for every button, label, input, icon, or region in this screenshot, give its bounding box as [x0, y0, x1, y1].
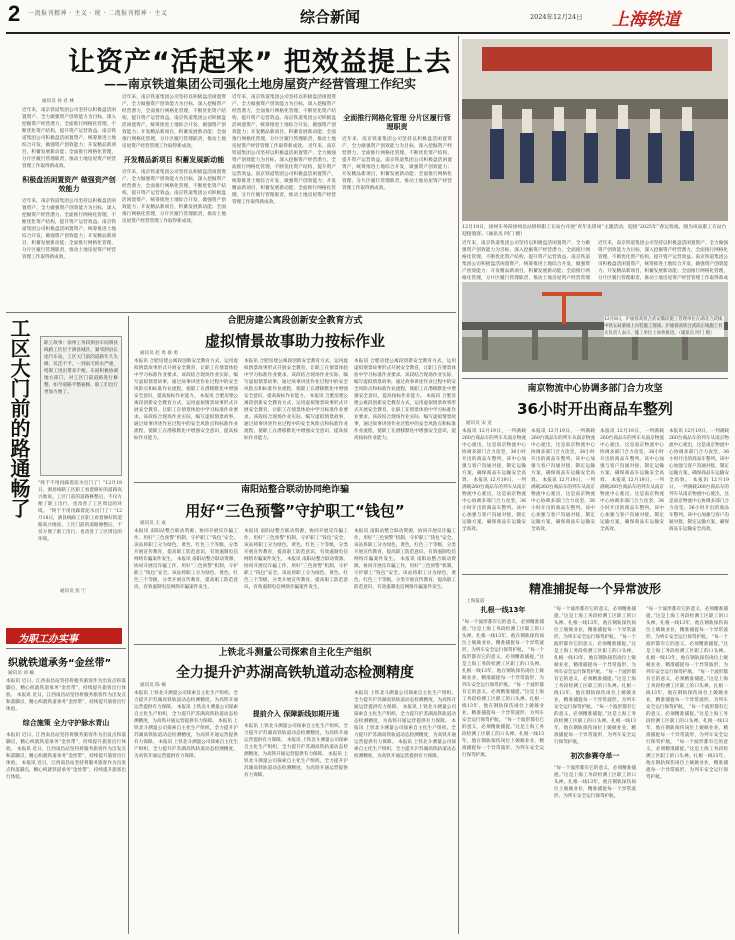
lead-byline: 通讯员 孙 君 林: [42, 99, 74, 104]
nanyang-body-col-3: 本报讯 南阳站整合联动资源，协同开展反诈骗工作，用好“三色预警”机制，守护职工“钱包”安全。该站将职工分为绿色、黄色、红色三个等级，分类开展宣传教育，提高职工防范意识，有效遏制电信网络诈骗案件发生。 本报讯 南阳站整合联动资源，协同开展反诈骗工作，用好“三色预警”机制，守护职工“钱包”安全。该站将职工分为绿色、黄色、红色三个等级，分类开展宣传教育，提高职工防范意识，有效遏制电信网络诈骗案件发生。: [354, 529, 456, 590]
hefei-body-col-2: 本报讯 合肥房建公寓段创新安全教育方式，运用虚拟情景故事形式开展安全教育，让职工在情景体验中学习标准作业要求。该段结合现场作业实际，编写虚拟情景故事，通过故事讲述作业过程中的安全风险点和标准作业流程，使职工在潜移默化中增强安全意识，提高按标作业能力。 本报讯 合肥房建公寓段创新安全教育方式，运用虚拟情景故事形式开展安全教育，让职工在情景体验中学习标准作业要求。该段结合现场作业实际，编写虚拟情景故事，通过故事讲述作业过程中的安全风险点和标准作业流程，使职工在潜移默化中增强安全意识，提高按标作业能力。: [244, 359, 348, 441]
jiangxi-headline: 织就铁道承务“金丝带”: [8, 658, 112, 669]
inspector-body-col-3: “每一个波形都有它的意义，必须精准捕捉。”这是上海工务段检测工区职工的口头禅。扎根一线13年，他在钢轨探伤岗位上兢兢业业，精准捕捉每一个异常波形，为列车安全运行保驾护航。 “每一个波形都有它的意义，必须精准捕捉。”这是上海工务段检测工区职工的口头禅。扎根一线13年，他在钢轨探伤岗位上兢兢业业，精准捕捉每一个异常波形，为列车安全运行保驾护航。 “每一个波形都有它的意义，必须精准捕捉。”这是上海工务段检测工区职工的口头禅。扎根一线13年，他在钢轨探伤岗位上兢兢业业，精准捕捉每一个异常波形，为列车安全运行保驾护航。 “每一个波形都有它的意义，必须精准捕捉。”这是上海工务段检测工区职工的口头禅。扎根一线13年，他在钢轨探伤岗位上兢兢业业，精准捕捉每一个异常波形，为列车安全运行保驾护航。 “每一个波形都有它的意义，必须精准捕捉。”这是上海工务段检测工区职工的口头禅。扎根一线13年，他在钢轨探伤岗位上兢兢业业，精准捕捉每一个异常波形，为列车安全运行保驾护航。: [646, 607, 728, 780]
hefei-byline: 通讯员 赵 勇 蔡 勇: [140, 351, 178, 356]
sidebar-body: “终于不用再踩着泥水出门了！”12月18日，泗县线路工区职工看着修好的道路高兴地说。工区门前的道路修整后，不仅方便了职工出行，也改善了工区周边的环境。 “终于不用再踩着泥水出门了！”12月18日，泗县线路工区职工看着修好的道路高兴地说。工区门前的道路修整后，不仅方便了职工出行，也改善了工区周边的环境。: [38, 481, 122, 542]
nanyang-kicker: 南阳站整合联动协同绝诈骗: [240, 485, 349, 495]
paper-name: 上海铁道: [612, 10, 680, 30]
photo-caption-2: 12月8日，沪渝蓉高铁合武安徽段施工管理单位在湖北合武线中铁五局梁场上吊装施工现场。沪渝蓉高铁合武段正线施工有关负责人表示，施工单位上加快推进。（通讯员 阿门 摄）: [604, 317, 723, 336]
shanghai-headline: 全力提升沪苏湖高铁轨道动态检测精度: [176, 665, 414, 681]
lead-headline: 让资产“活起来” 把效益提上去: [68, 47, 452, 78]
inspector-subhead-1: 扎根一线13年: [480, 606, 526, 614]
divider-nanyang: [134, 644, 456, 645]
hefei-body-col-3: 本报讯 合肥房建公寓段创新安全教育方式，运用虚拟情景故事形式开展安全教育，让职工在情景体验中学习标准作业要求。该段结合现场作业实际，编写虚拟情景故事，通过故事讲述作业过程中的安全风险点和标准作业流程，使职工在潜移默化中增强安全意识，提高按标作业能力。 本报讯 合肥房建公寓段创新安全教育方式，运用虚拟情景故事形式开展安全教育，让职工在情景体验中学习标准作业要求。该段结合现场作业实际，编写虚拟情景故事，通过故事讲述作业过程中的安全风险点和标准作业流程，使职工在潜移默化中增强安全意识，提高按标作业能力。: [354, 359, 456, 441]
lead-subhead-3: 全面推行网格化管理 分片区履行管理职责: [343, 114, 451, 131]
lead-body-col-1: 近年来，南京铁道集团公司坚持以积极盘活闲置资产、全力做强资产创效能力为目标，深入挖掘资产经营潜力，全面推行网格化管理，不断优化资产结构，提升资产运营效益。南京铁道集团公司积极盘活闲置资产，统筹推进土地综合开发，做强资产创效能力；开发精品新项目，积蓄发展新动能；全面推行网格化管理，分片区履行管理职责，推动土地房屋资产经营管理工作取得新成效。 积极盘活闲置资产 做强资产创效能力 近年来，南京铁道集团公司坚持以积极盘活闲置资产、全力做强资产创效能力为目标，深入挖掘资产经营潜力，全面推行网格化管理，不断优化资产结构，提升资产运营效益。南京铁道集团公司积极盘活闲置资产，统筹推进土地综合开发，做强资产创效能力；开发精品新项目，积蓄发展新动能；全面推行网格化管理，分片区履行管理职责，推动土地房屋资产经营管理工作取得新成效。: [22, 108, 116, 260]
logistics-headline: 36小时开出商品车整列: [517, 400, 673, 418]
photo-caption-1: 12月19日，徐州车务段徐州北站组织职工在站台开展“青年先锋岗”主题活动，迎接“2025年”春运客流。图为该站职工在站台迎接旅客。（通讯员 阿门 摄）: [462, 225, 727, 237]
shanghai-body-col-2: 提前介入 保障新线如期开通 本报讯 上铁北斗测量公司探索自主化生产组织，全力提升沪苏湖高铁轨道动态检测精度，为高铁开通运营提供有力保障。 本报讯 上铁北斗测量公司探索自主化生产组织，全力提升沪苏湖高铁轨道动态检测精度，为高铁开通运营提供有力保障。 本报讯 上铁北斗测量公司探索自主化生产组织，全力提升沪苏湖高铁轨道动态检测精度，为高铁开通运营提供有力保障。: [244, 710, 348, 778]
sidebar-intro: 职工故事：徐州工务段泗县车间泗县线路工区位于泗县城区，紧邻泗县长途汽车站，工区大门前的道路年久失修、坑洼不平，一到雨天积水严重，给职工进出带来不便。车间积极协调地方部门，对工区门前道路进行修整，如今道路平整通畅，职工们出行更加方便了。: [44, 341, 118, 395]
inspector-headline: 精准捕捉每一个异常波形: [528, 582, 661, 596]
shanghai-body-col-1: 本报讯 上铁北斗测量公司探索自主化生产组织，全力提升沪苏湖高铁轨道动态检测精度，为高铁开通运营提供有力保障。 本报讯 上铁北斗测量公司探索自主化生产组织，全力提升沪苏湖高铁轨道动态检测精度，为高铁开通运营提供有力保障。 本报讯 上铁北斗测量公司探索自主化生产组织，全力提升沪苏湖高铁轨道动态检测精度，为高铁开通运营提供有力保障。 本报讯 上铁北斗测量公司探索自主化生产组织，全力提升沪苏湖高铁轨道动态检测精度，为高铁开通运营提供有力保障。: [134, 691, 238, 759]
shanghai-body-col-3: 本报讯 上铁北斗测量公司探索自主化生产组织，全力提升沪苏湖高铁轨道动态检测精度，为高铁开通运营提供有力保障。 本报讯 上铁北斗测量公司探索自主化生产组织，全力提升沪苏湖高铁轨道动态检测精度，为高铁开通运营提供有力保障。 本报讯 上铁北斗测量公司探索自主化生产组织，全力提升沪苏湖高铁轨道动态检测精度，为高铁开通运营提供有力保障。 本报讯 上铁北斗测量公司探索自主化生产组织，全力提升沪苏湖高铁轨道动态检测精度，为高铁开通运营提供有力保障。: [354, 691, 456, 759]
nanyang-byline: 通讯员 王 成: [140, 521, 166, 526]
sidebar-title: 工区大门前的路通畅了: [7, 318, 31, 518]
sidebar-byline: 通讯员 张 宁: [60, 589, 86, 594]
photo-station-workers: [462, 39, 728, 221]
lead-body-col-2: 近年来，南京铁道集团公司坚持以积极盘活闲置资产、全力做强资产创效能力为目标，深入挖掘资产经营潜力，全面推行网格化管理，不断优化资产结构，提升资产运营效益。南京铁道集团公司积极盘活闲置资产，统筹推进土地综合开发，做强资产创效能力；开发精品新项目，积蓄发展新动能；全面推行网格化管理，分片区履行管理职责，推动土地房屋资产经营管理工作取得新成效。 开发精品新项目 积蓄发展新动能 近年来，南京铁道集团公司坚持以积极盘活闲置资产、全力做强资产创效能力为目标，深入挖掘资产经营潜力，全面推行网格化管理，不断优化资产结构，提升资产运营效益。南京铁道集团公司积极盘活闲置资产，统筹推进土地综合开发，做强资产创效能力；开发精品新项目，积蓄发展新动能；全面推行网格化管理，分片区履行管理职责，推动土地房屋资产经营管理工作取得新成效。: [122, 95, 226, 224]
vertical-divider-right: [458, 36, 459, 934]
right-body-col-2: 近年来，南京铁道集团公司坚持以积极盘活闲置资产、全力做强资产创效能力为目标，深入挖掘资产经营潜力，全面推行网格化管理，不断优化资产结构，提升资产运营效益。南京铁道集团公司积极盘活闲置资产，统筹推进土地综合开发，做强资产创效能力；开发精品新项目，积蓄发展新动能；全面推行网格化管理，分片区履行管理职责，推动土地房屋资产经营管理工作取得新成: [598, 241, 728, 281]
header-rule: [6, 32, 730, 34]
divider-lead-bottom: [6, 312, 456, 313]
lead-subhead-1: 积极盘活闲置资产 做强资产创效能力: [22, 176, 116, 193]
page-tagline: 一流报刊精神 · 主义 · 统 · 二流报刊精神 · 主义: [28, 10, 168, 17]
jiangxi-subhead: 综合施策 全力守护脉水青山: [22, 719, 110, 727]
logistics-body-col-3: 本报讯 12月19日，一列满载260台商品车的列车从南京物流中心驶出，这是南京物流中心协调多部门合力攻坚，36小时开出的商品车整列。该中心加强与客户沟通对接，制定运输方案，确保商品车运输安全高效。 本报讯 12月19日，一列满载260台商品车的列车从南京物流中心驶出，这是南京物流中心协调多部门合力攻坚，36小时开出的商品车整列。该中心加强与客户沟通对接，制定运输方案，确保商品车运输安全高效。: [600, 429, 664, 532]
nanyang-body-col-2: 本报讯 南阳站整合联动资源，协同开展反诈骗工作，用好“三色预警”机制，守护职工“钱包”安全。该站将职工分为绿色、黄色、红色三个等级，分类开展宣传教育，提高职工防范意识，有效遏制电信网络诈骗案件发生。 本报讯 南阳站整合联动资源，协同开展反诈骗工作，用好“三色预警”机制，守护职工“钱包”安全。该站将职工分为绿色、黄色、红色三个等级，分类开展宣传教育，提高职工防范意识，有效遏制电信网络诈骗案件发生。: [244, 529, 348, 590]
jiangxi-byline: 通讯员 刘 楠: [8, 671, 34, 676]
sidebar-banner-text: 为职工办实事: [18, 634, 78, 645]
hefei-headline: 虚拟情景故事助力按标作业: [204, 332, 385, 350]
logistics-body-col-2: 本报讯 12月19日，一列满载260台商品车的列车从南京物流中心驶出，这是南京物流中心协调多部门合力攻坚，36小时开出的商品车整列。该中心加强与客户沟通对接，制定运输方案，确保商品车运输安全高效。 本报讯 12月19日，一列满载260台商品车的列车从南京物流中心驶出，这是南京物流中心协调多部门合力攻坚，36小时开出的商品车整列。该中心加强与客户沟通对接，制定运输方案，确保商品车运输安全高效。: [531, 429, 595, 532]
logistics-kicker: 南京物流中心协调多部门合力攻坚: [527, 384, 663, 394]
right-body-col-1: 近年来，南京铁道集团公司坚持以积极盘活闲置资产、全力做强资产创效能力为目标，深入挖掘资产经营潜力，全面推行网格化管理，不断优化资产结构，提升资产运营效益。南京铁道集团公司积极盘活闲置资产，统筹推进土地综合开发，做强资产创效能力；开发精品新项目，积蓄发展新动能；全面推行网格化管理，分片区履行管理职责，推动土地房屋资产经营管理: [462, 241, 590, 281]
nanyang-headline: 用好“三色预警”守护职工“钱包”: [185, 502, 405, 520]
divider-jiangxi: [6, 648, 126, 649]
lead-subhead-2: 开发精品新项目 积蓄发展新动能: [123, 156, 225, 164]
lead-body-col-4: 全面推行网格化管理 分片区履行管理职责 近年来，南京铁道集团公司坚持以积极盘活闲置资产、全力做强资产创效能力为目标，深入挖掘资产经营潜力，全面推行网格化管理，不断优化资产结构，提升资产运营效益。南京铁道集团公司积极盘活闲置资产，统筹推进土地综合开发，做强资产创效能力；开发精品新项目，积蓄发展新动能；全面推行网格化管理，分片区履行管理职责，推动土地房屋资产经营管理工作取得新成效。: [342, 114, 452, 191]
logistics-body-col-4: 本报讯 12月19日，一列满载260台商品车的列车从南京物流中心驶出，这是南京物流中心协调多部门合力攻坚，36小时开出的商品车整列。该中心加强与客户沟通对接，制定运输方案，确保商品车运输安全高效。 本报讯 12月19日，一列满载260台商品车的列车从南京物流中心驶出，这是南京物流中心协调多部门合力攻坚，36小时开出的商品车整列。该中心加强与客户沟通对接，制定运输方案，确保商品车运输安全高效。: [669, 429, 729, 532]
inspector-body-col-2: “每一个波形都有它的意义，必须精准捕捉。”这是上海工务段检测工区职工的口头禅。扎根一线13年，他在钢轨探伤岗位上兢兢业业，精准捕捉每一个异常波形，为列车安全运行保驾护航。 “每一个波形都有它的意义，必须精准捕捉。”这是上海工务段检测工区职工的口头禅。扎根一线13年，他在钢轨探伤岗位上兢兢业业，精准捕捉每一个异常波形，为列车安全运行保驾护航。 “每一个波形都有它的意义，必须精准捕捉。”这是上海工务段检测工区职工的口头禅。扎根一线13年，他在钢轨探伤岗位上兢兢业业，精准捕捉每一个异常波形，为列车安全运行保驾护航。 “每一个波形都有它的意义，必须精准捕捉。”这是上海工务段检测工区职工的口头禅。扎根一线13年，他在钢轨探伤岗位上兢兢业业，精准捕捉每一个异常波形，为列车安全运行保驾护航。 初次参赛夺单一 “每一个波形都有它的意义，必须精准捕捉。”这是上海工务段检测工区职工的口头禅。扎根一线13年，他在钢轨探伤岗位上兢兢业业，精准捕捉每一个异常波形，为列车安全运行保驾护航。: [554, 607, 636, 799]
shanghai-byline: 通讯员 陈 楠: [140, 683, 166, 688]
divider-logistics: [462, 574, 728, 575]
vertical-divider-left: [128, 316, 129, 934]
divider-hefei: [134, 482, 456, 483]
divider-right-mid: [462, 378, 728, 379]
section-name: 综合新闻: [300, 8, 361, 26]
hefei-body-col-1: 本报讯 合肥房建公寓段创新安全教育方式，运用虚拟情景故事形式开展安全教育，让职工在情景体验中学习标准作业要求。该段结合现场作业实际，编写虚拟情景故事，通过故事讲述作业过程中的安全风险点和标准作业流程，使职工在潜移默化中增强安全意识，提高按标作业能力。 本报讯 合肥房建公寓段创新安全教育方式，运用虚拟情景故事形式开展安全教育，让职工在情景体验中学习标准作业要求。该段结合现场作业实际，编写虚拟情景故事，通过故事讲述作业过程中的安全风险点和标准作业流程，使职工在潜移默化中增强安全意识，提高按标作业能力。: [134, 359, 238, 441]
jiangxi-body: 本报讯 近日，江西南昌站坚持将服务旅客作为出发点和落脚点，精心织就铁道承务“金丝带”，持续提升旅客出行体验。 本报讯 近日，江西南昌站坚持将服务旅客作为出发点和落脚点，精心织就铁道承务“金丝带”，持续提升旅客出行体验。 综合施策 全力守护脉水青山 本报讯 近日，江西南昌站坚持将服务旅客作为出发点和落脚点，精心织就铁道承务“金丝带”，持续提升旅客出行体验。 本报讯 近日，江西南昌站坚持将服务旅客作为出发点和落脚点，精心织就铁道承务“金丝带”，持续提升旅客出行体验。 本报讯 近日，江西南昌站坚持将服务旅客作为出发点和落脚点，精心织就铁道承务“金丝带”，持续提升旅客出行体验。: [6, 679, 126, 780]
inspector-byline: 上海报道: [466, 599, 485, 604]
shanghai-subhead: 提前介入 保障新线如期开通: [252, 710, 340, 718]
lead-body-col-3: 近年来，南京铁道集团公司坚持以积极盘活闲置资产、全力做强资产创效能力为目标，深入挖掘资产经营潜力，全面推行网格化管理，不断优化资产结构，提升资产运营效益。南京铁道集团公司积极盘活闲置资产，统筹推进土地综合开发，做强资产创效能力；开发精品新项目，积蓄发展新动能；全面推行网格化管理，分片区履行管理职责，推动土地房屋资产经营管理工作取得新成效。 近年来，南京铁道集团公司坚持以积极盘活闲置资产、全力做强资产创效能力为目标，深入挖掘资产经营潜力，全面推行网格化管理，不断优化资产结构，提升资产运营效益。南京铁道集团公司积极盘活闲置资产，统筹推进土地综合开发，做强资产创效能力；开发精品新项目，积蓄发展新动能；全面推行网格化管理，分片区履行管理职责，推动土地房屋资产经营管理工作取得新成效。: [232, 95, 336, 205]
inspector-body-col-1: 扎根一线13年 “每一个波形都有它的意义，必须精准捕捉。”这是上海工务段检测工区职工的口头禅。扎根一线13年，他在钢轨探伤岗位上兢兢业业，精准捕捉每一个异常波形，为列车安全运行保驾护航。 “每一个波形都有它的意义，必须精准捕捉。”这是上海工务段检测工区职工的口头禅。扎根一线13年，他在钢轨探伤岗位上兢兢业业，精准捕捉每一个异常波形，为列车安全运行保驾护航。 “每一个波形都有它的意义，必须精准捕捉。”这是上海工务段检测工区职工的口头禅。扎根一线13年，他在钢轨探伤岗位上兢兢业业，精准捕捉每一个异常波形，为列车安全运行保驾护航。 “每一个波形都有它的意义，必须精准捕捉。”这是上海工务段检测工区职工的口头禅。扎根一线13年，他在钢轨探伤岗位上兢兢业业，精准捕捉每一个异常波形，为列车安全运行保驾护航。: [462, 606, 544, 758]
logistics-body-col-1: 本报讯 12月19日，一列满载260台商品车的列车从南京物流中心驶出，这是南京物流中心协调多部门合力攻坚，36小时开出的商品车整列。该中心加强与客户沟通对接，制定运输方案，确保商品车运输安全高效。 本报讯 12月19日，一列满载260台商品车的列车从南京物流中心驶出，这是南京物流中心协调多部门合力攻坚，36小时开出的商品车整列。该中心加强与客户沟通对接，制定运输方案，确保商品车运输安全高效。: [462, 429, 526, 532]
issue-date: 2024年12月24日: [530, 13, 583, 21]
sidebar-intro-box: [40, 336, 122, 476]
hefei-kicker: 合肥房建公寓段创新安全教育方式: [227, 316, 363, 326]
inspector-subhead-2: 初次参赛夺单一: [570, 752, 620, 760]
nanyang-body-col-1: 本报讯 南阳站整合联动资源，协同开展反诈骗工作，用好“三色预警”机制，守护职工“钱包”安全。该站将职工分为绿色、黄色、红色三个等级，分类开展宣传教育，提高职工防范意识，有效遏制电信网络诈骗案件发生。 本报讯 南阳站整合联动资源，协同开展反诈骗工作，用好“三色预警”机制，守护职工“钱包”安全。该站将职工分为绿色、黄色、红色三个等级，分类开展宣传教育，提高职工防范意识，有效遏制电信网络诈骗案件发生。: [134, 529, 238, 590]
lead-subtitle: ——南京铁道集团公司强化土地房屋资产经营管理工作纪实: [103, 77, 416, 91]
masthead: [0, 0, 735, 34]
logistics-byline: 通讯员 宋 龙: [466, 421, 492, 426]
page-number: 2: [8, 1, 21, 26]
shanghai-kicker: 上铁北斗测量公司探索自主化生产组织: [218, 648, 372, 658]
